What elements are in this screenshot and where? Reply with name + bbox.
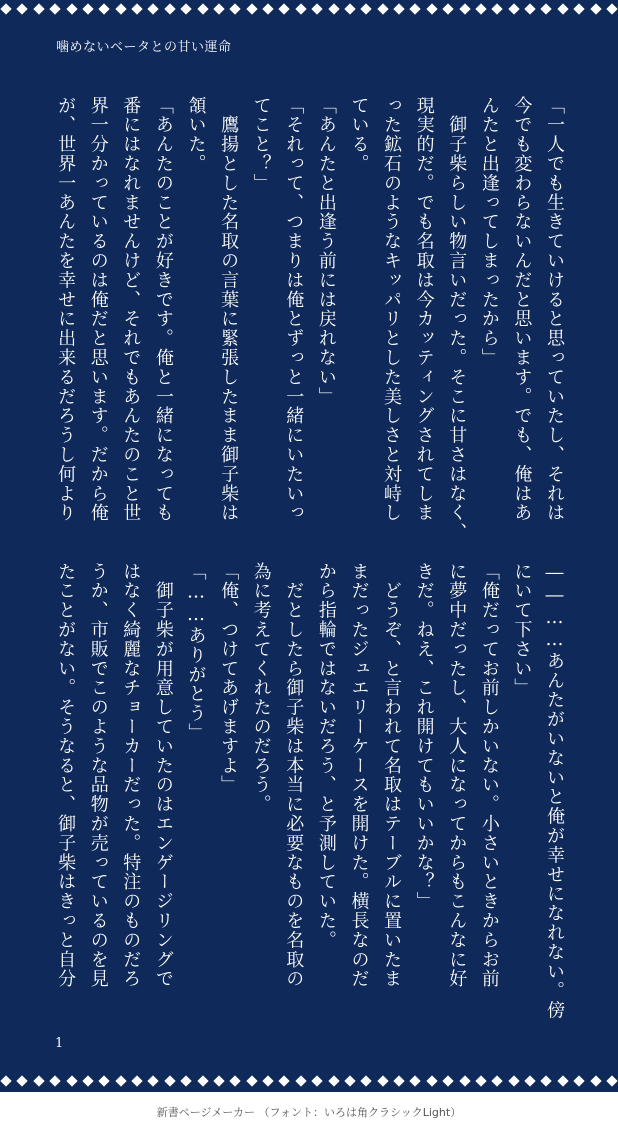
diamond-ornament-icon — [295, 1075, 306, 1086]
text-line: った鉱石のようなキッパリとした美しさと対峙し — [381, 96, 403, 523]
diamond-ornament-icon — [590, 1075, 601, 1086]
text-line: どうぞ、と言われて名取はテーブルに置いたま — [381, 562, 403, 989]
diamond-ornament-icon — [328, 1075, 339, 1086]
diamond-ornament-icon — [82, 1075, 93, 1086]
diamond-ornament-icon — [197, 3, 208, 14]
text-line: ている。 — [348, 96, 370, 174]
diamond-ornament-icon — [230, 1075, 241, 1086]
vertical-text-block-bottom — [48, 562, 570, 1021]
diamond-ornament-icon — [99, 1075, 110, 1086]
top-ornament-border — [0, 0, 618, 18]
diamond-ornament-icon — [311, 3, 322, 14]
diamond-ornament-icon — [262, 1075, 273, 1086]
text-line: 「あんたのことが好きです。俺と一緒になっても — [152, 96, 174, 523]
text-line: が、世界一あんたを幸せに出来るだろうし何より — [55, 96, 77, 523]
diamond-ornament-icon — [295, 3, 306, 14]
diamond-ornament-icon — [508, 1075, 519, 1086]
diamond-ornament-icon — [524, 1075, 535, 1086]
diamond-ornament-icon — [131, 3, 142, 14]
text-line: はなく綺麗なチョーカーだった。特注のものだろ — [120, 562, 142, 989]
text-line: にいて下さい」 — [511, 562, 533, 698]
text-line: 現実的だ。でも名取は今カッティングされてしま — [413, 96, 435, 523]
text-line: 御子柴が用意していたのはエンゲージリングで — [152, 562, 174, 989]
generator-credit: 新書ページメーカー （フォント：いろは角クラシックLight） — [156, 1106, 462, 1119]
diamond-ornament-icon — [99, 3, 110, 14]
diamond-ornament-icon — [442, 1075, 453, 1086]
diamond-ornament-icon — [164, 1075, 175, 1086]
diamond-ornament-icon — [410, 1075, 421, 1086]
diamond-ornament-icon — [82, 3, 93, 14]
text-line: から指輪ではないだろう、と予測していた。 — [315, 562, 337, 950]
diamond-ornament-icon — [606, 1075, 617, 1086]
diamond-ornament-icon — [0, 1075, 11, 1086]
diamond-ornament-icon — [164, 3, 175, 14]
diamond-ornament-icon — [426, 3, 437, 14]
diamond-ornament-icon — [213, 3, 224, 14]
text-line: 為に考えてくれたのだろう。 — [250, 562, 272, 815]
diamond-ornament-icon — [49, 1075, 60, 1086]
text-line: 「……ありがとう」 — [185, 562, 207, 743]
diamond-ornament-icon — [131, 1075, 142, 1086]
text-line: 「一人でも生きていけると思っていたし、それは — [544, 96, 565, 523]
diamond-ornament-icon — [311, 1075, 322, 1086]
text-line: 「俺、つけてあげますよ」 — [218, 562, 240, 795]
diamond-ornament-icon — [557, 1075, 568, 1086]
diamond-ornament-icon — [393, 1075, 404, 1086]
diamond-ornament-icon — [377, 3, 388, 14]
text-line: 御子柴らしい物言いだった。そこに甘さはなく、 — [446, 96, 468, 543]
diamond-ornament-icon — [361, 3, 372, 14]
diamond-ornament-icon — [361, 1075, 372, 1086]
diamond-ornament-icon — [492, 3, 503, 14]
diamond-ornament-icon — [410, 3, 421, 14]
diamond-ornament-icon — [180, 1075, 191, 1086]
diamond-ornament-icon — [459, 1075, 470, 1086]
text-line: たことがない。そうなると、御子柴はきっと自分 — [55, 562, 77, 989]
running-title: 噛めないベータとの甘い運命 — [56, 40, 232, 55]
text-line: うか、市販でこのような品物が売っているのを見 — [87, 562, 109, 989]
diamond-ornament-icon — [328, 3, 339, 14]
diamond-ornament-icon — [524, 3, 535, 14]
page-number: 1 — [55, 1036, 64, 1051]
diamond-ornament-icon — [197, 1075, 208, 1086]
text-line: 頷いた。 — [185, 96, 207, 174]
diamond-ornament-icon — [475, 3, 486, 14]
diamond-ornament-icon — [459, 3, 470, 14]
vertical-text-block-top — [48, 96, 570, 543]
text-line: 今でも変わらないんだと思います。でも、俺はあ — [511, 96, 533, 523]
text-line: てこと？」 — [250, 96, 272, 193]
diamond-ornament-icon — [541, 3, 552, 14]
text-line: まだったジュエリーケースを開けた。横長なのだ — [348, 562, 370, 989]
text-line: 番にはなれませんけど、それでもあんたのこと世 — [120, 96, 142, 523]
diamond-ornament-icon — [426, 1075, 437, 1086]
diamond-ornament-icon — [17, 1075, 28, 1086]
text-line: に夢中だったし、大人になってからもこんなに好 — [446, 562, 468, 989]
diamond-ornament-icon — [33, 1075, 44, 1086]
diamond-ornament-icon — [230, 3, 241, 14]
diamond-ornament-icon — [541, 1075, 552, 1086]
diamond-ornament-icon — [492, 1075, 503, 1086]
text-line: 「それって、つまりは俺とずっと一緒にいたいっ — [283, 96, 305, 523]
diamond-ornament-icon — [344, 1075, 355, 1086]
text-line: 鷹揚とした名取の言葉に緊張したまま御子柴は — [218, 96, 240, 523]
diamond-ornament-icon — [279, 3, 290, 14]
diamond-ornament-icon — [0, 3, 11, 14]
diamond-ornament-icon — [66, 1075, 77, 1086]
text-line: 「俺だってお前しかいない。小さいときからお前 — [478, 562, 500, 989]
text-line: ――……あんたがいないと俺が幸せになれない。傍 — [544, 562, 565, 1021]
diamond-ornament-icon — [606, 3, 617, 14]
diamond-ornament-icon — [213, 1075, 224, 1086]
diamond-ornament-icon — [262, 3, 273, 14]
diamond-ornament-icon — [377, 1075, 388, 1086]
diamond-ornament-icon — [148, 1075, 159, 1086]
text-line: きだ。ねえ、これ開けてもいいかな？」 — [413, 562, 435, 912]
text-line: んたと出逢ってしまったから」 — [478, 96, 500, 368]
diamond-ornament-icon — [180, 3, 191, 14]
bottom-ornament-border — [0, 1072, 618, 1090]
diamond-ornament-icon — [508, 3, 519, 14]
diamond-ornament-icon — [17, 3, 28, 14]
diamond-ornament-icon — [115, 3, 126, 14]
diamond-ornament-icon — [573, 3, 584, 14]
diamond-ornament-icon — [33, 3, 44, 14]
diamond-ornament-icon — [66, 3, 77, 14]
diamond-ornament-icon — [148, 3, 159, 14]
diamond-ornament-icon — [246, 3, 257, 14]
diamond-ornament-icon — [590, 3, 601, 14]
diamond-ornament-icon — [279, 1075, 290, 1086]
text-line: だとしたら御子柴は本当に必要なものを名取の — [283, 562, 305, 989]
diamond-ornament-icon — [393, 3, 404, 14]
diamond-ornament-icon — [344, 3, 355, 14]
text-line: 「あんたと出逢う前には戻れない」 — [315, 96, 337, 407]
diamond-ornament-icon — [573, 1075, 584, 1086]
text-line: 界一分かっているのは俺だと思います。だから俺 — [87, 96, 109, 523]
diamond-ornament-icon — [442, 3, 453, 14]
diamond-ornament-icon — [115, 1075, 126, 1086]
diamond-ornament-icon — [475, 1075, 486, 1086]
diamond-ornament-icon — [557, 3, 568, 14]
diamond-ornament-icon — [246, 1075, 257, 1086]
diamond-ornament-icon — [49, 3, 60, 14]
